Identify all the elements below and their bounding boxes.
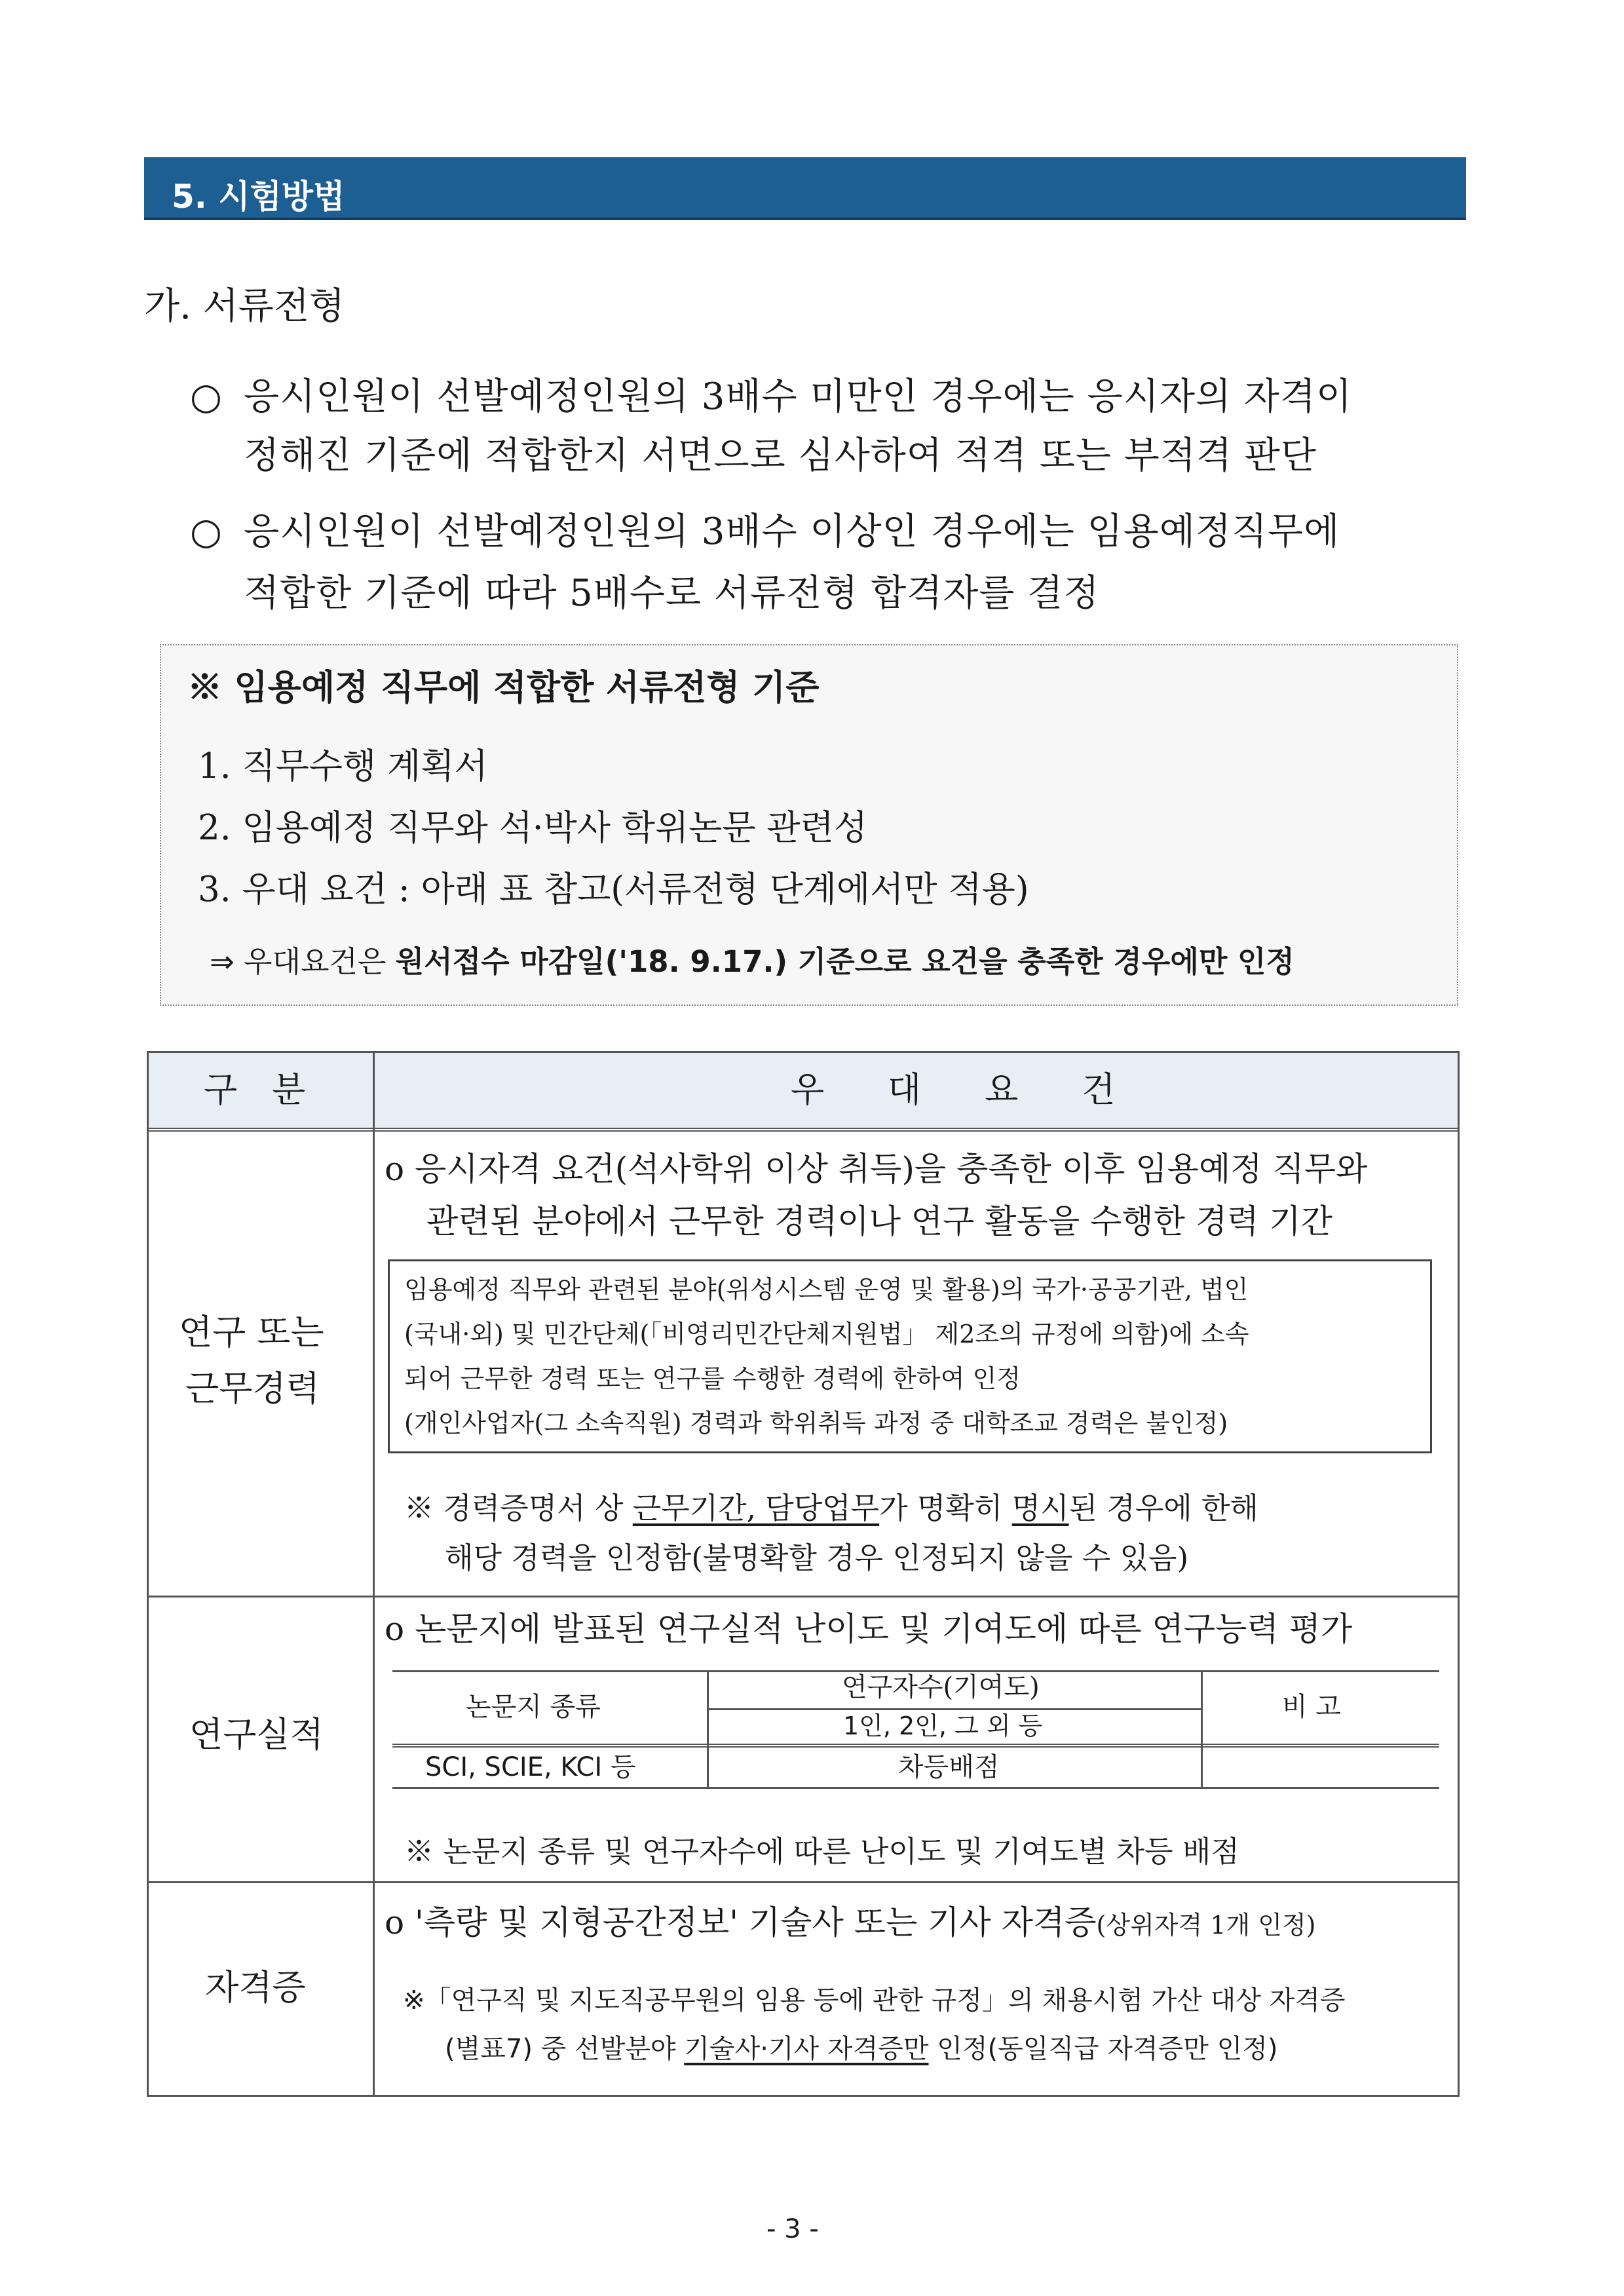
subtable-header-journal: 논문지 종류: [466, 1692, 601, 1722]
research-note: ※ 논문지 종류 및 연구자수에 따른 난이도 및 기여도별 차등 배점: [404, 1834, 1239, 1869]
criteria-item: 2. 임용예정 직무와 석·박사 학위논문 관련성: [198, 808, 868, 848]
career-note-part: 된 경우에 한해: [1068, 1491, 1258, 1525]
subtable-header-authors-detail: 1인, 2인, 그 외 등: [843, 1712, 1043, 1740]
subsection-title: 가. 서류전형: [144, 285, 345, 328]
row-label-license: 자격증: [205, 1968, 306, 2008]
license-note: ※「연구직 및 지도직공무원의 임용 등에 관한 규정」의 채용시험 가산 대상 자격증: [403, 1985, 1346, 2016]
license-note: [445, 2036, 1278, 2062]
section-header: [144, 157, 1466, 220]
bullet-mark: ○: [190, 510, 222, 553]
license-note-part: (별표7) 중 선발분야: [445, 2034, 685, 2064]
career-note-part: ※ 경력증명서 상: [404, 1491, 633, 1525]
header-divider: [149, 1128, 1458, 1132]
license-text-main: o '측량 및 지형공간정보' 기술사 또는 기사 자격증: [385, 1904, 1097, 1942]
license-text-small: (상위자격 1개 인정): [1096, 1911, 1316, 1940]
career-note-underlined: 명시: [1011, 1491, 1069, 1525]
subtable-border: [1201, 1670, 1203, 1787]
subtable-border: [707, 1670, 709, 1787]
criteria-title: ※ 임용예정 직무에 적합한 서류전형 기준: [187, 667, 820, 708]
career-note-underlined: 근무기간, 담당업무: [632, 1491, 880, 1525]
bullet-mark: ○: [190, 375, 222, 418]
criteria-item: 3. 우대 요건 : 아래 표 참고(서류전형 단계에서만 적용): [198, 870, 1029, 909]
subtable-border: [392, 1787, 1439, 1789]
career-detail-line: 임용예정 직무와 관련된 분야(위성시스템 운영 및 활용)의 국가·공공기관, 법인: [404, 1275, 1249, 1304]
row-label-career: 연구 또는: [179, 1312, 324, 1352]
subtable-border: [392, 1744, 1439, 1748]
career-note: [404, 1493, 1258, 1523]
license-note-part: 인정(동일직급 자격증만 인정): [928, 2034, 1278, 2064]
subtable-header-remarks: 비 고: [1282, 1692, 1341, 1722]
subtable-cell-scoring: 차등배점: [898, 1752, 1000, 1782]
subtable-header-authors: 연구자수(기여도): [842, 1672, 1040, 1702]
row-divider: [149, 1881, 1458, 1883]
subtable-border: [707, 1708, 1201, 1710]
row-label-career: 근무경력: [185, 1369, 320, 1409]
subtable-cell-journal: SCI, SCIE, KCI 등: [425, 1752, 636, 1782]
header-requirements: 우 대 요 건: [791, 1070, 1142, 1110]
license-note-underlined: 기술사·기사 자격증만: [684, 2034, 929, 2064]
section-title: 5. 시험방법: [172, 178, 345, 216]
header-category: 구 분: [204, 1070, 318, 1110]
criteria-note: [210, 944, 1294, 979]
license-text: [385, 1905, 1316, 1941]
research-text: o 논문지에 발표된 연구실적 난이도 및 기여도에 따른 연구능력 평가: [385, 1610, 1353, 1648]
career-detail-box: [388, 1259, 1432, 1453]
row-divider: [149, 1596, 1458, 1598]
career-detail-line: (국내·외) 및 민간단체(「비영리민간단체지원법」 제2조의 규정에 의함)에 소속: [404, 1320, 1249, 1349]
criteria-note-prefix: ⇒ 우대요건은: [210, 944, 396, 979]
career-detail-line: (개인사업자(그 소속직원) 경력과 학위취득 과정 중 대학조교 경력은 불인정): [404, 1409, 1228, 1438]
career-note: 해당 경력을 인정함(불명확할 경우 인정되지 않을 수 있음): [445, 1540, 1189, 1575]
column-divider: [373, 1053, 375, 2095]
bullet-1-line-1: 응시인원이 선발예정인원의 3배수 미만인 경우에는 응시자의 자격이: [244, 375, 1353, 418]
career-detail-line: 되어 근무한 경력 또는 연구를 수행한 경력에 한하여 인정: [404, 1364, 1021, 1393]
career-note-part: 가 명확히: [879, 1491, 1012, 1525]
career-text: o 응시자격 요건(석사학위 이상 취득)을 충족한 이후 임용예정 직무와: [385, 1150, 1368, 1188]
criteria-item: 1. 직무수행 계획서: [198, 746, 488, 786]
row-label-research: 연구실적: [189, 1715, 324, 1755]
career-text: 관련된 분야에서 근무한 경력이나 연구 활동을 수행한 경력 기간: [426, 1202, 1332, 1240]
criteria-note-bold: 원서접수 마감일('18. 9.17.) 기준으로 요건을 충족한 경우에만 인정: [395, 944, 1294, 979]
bullet-2-line-2: 적합한 기준에 따라 5배수로 서류전형 합격자를 결정: [244, 572, 1100, 615]
preference-table: [147, 1051, 1460, 2097]
research-subtable: [392, 1670, 1439, 1801]
page-number: - 3 -: [766, 2214, 819, 2244]
bullet-2-line-1: 응시인원이 선발예정인원의 3배수 이상인 경우에는 임용예정직무에: [244, 510, 1340, 553]
criteria-box: [160, 644, 1458, 1006]
bullet-1-line-2: 정해진 기준에 적합한지 서면으로 심사하여 적격 또는 부적격 판단: [244, 434, 1317, 477]
